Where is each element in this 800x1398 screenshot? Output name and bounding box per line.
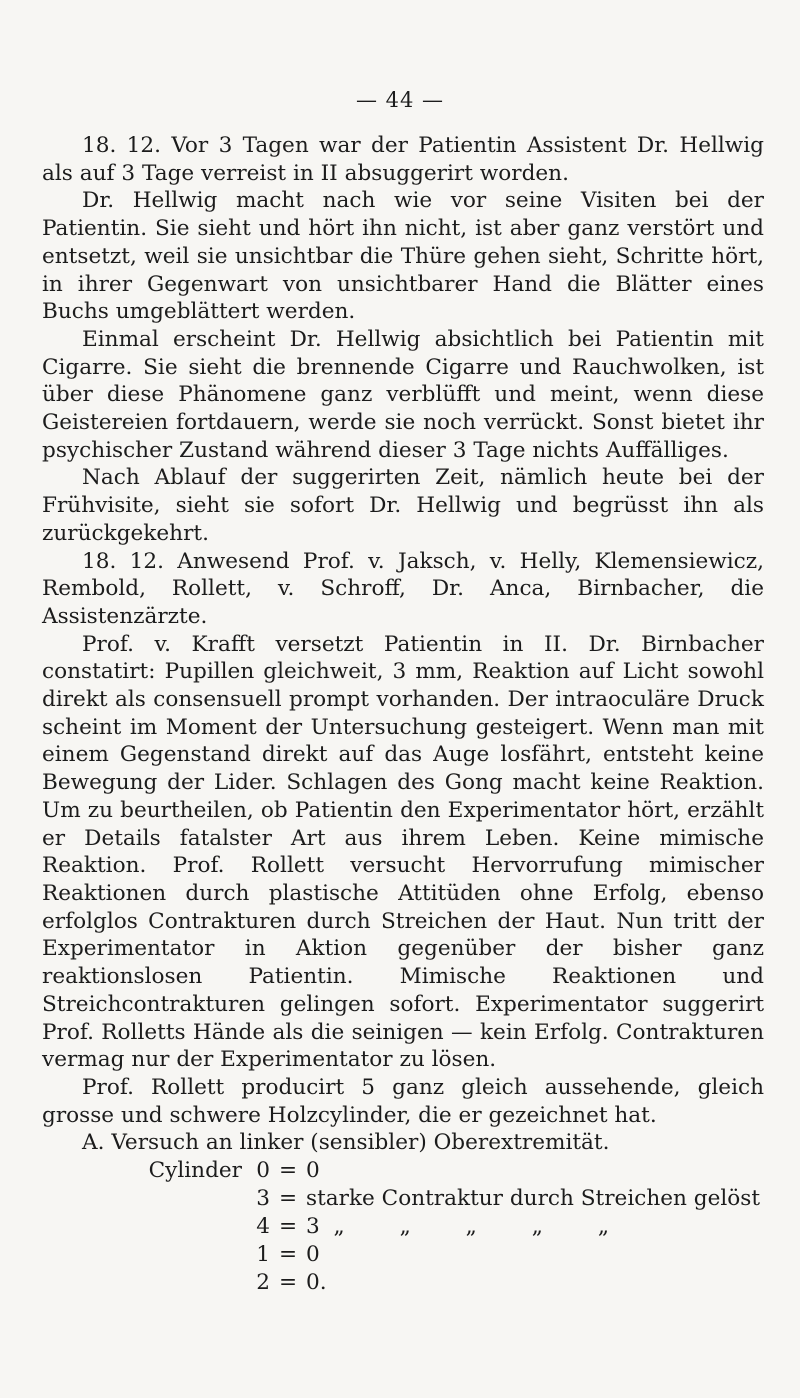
table-row <box>42 1157 764 1185</box>
cylinder-result: 0 <box>306 1158 320 1183</box>
cylinder-label: Cylinder <box>148 1158 242 1183</box>
cylinder-number: 2 <box>256 1270 270 1295</box>
body-text <box>42 132 764 1157</box>
paragraph-1: 18. 12. Vor 3 Tagen war der Patientin Assistent Dr. Hellwig als auf 3 Tage verreist in II absuggerirt worden. <box>42 133 764 186</box>
table-row <box>42 1269 764 1297</box>
equals-sign: = <box>278 1186 298 1211</box>
cylinder-table <box>42 1157 764 1297</box>
cylinder-number: 4 <box>256 1214 270 1239</box>
paragraph-5: 18. 12. Anwesend Prof. v. Jaksch, v. Helly, Klemensiewicz, Rembold, Rollett, v. Schroff, Dr. Anca, Birnbacher, die Assistenzärzte. <box>42 548 764 629</box>
cylinder-result: 0. <box>306 1270 327 1295</box>
page-number: — 44 — <box>355 88 445 112</box>
paragraph-8: A. Versuch an linker (sensibler) Oberextremität. <box>82 1130 610 1156</box>
equals-sign: = <box>278 1158 298 1183</box>
table-row <box>42 1213 764 1241</box>
equals-sign: = <box>278 1214 298 1239</box>
cylinder-number: 1 <box>256 1242 270 1267</box>
cylinder-result: starke Contraktur durch Streichen gelöst <box>306 1186 761 1211</box>
cylinder-result: 3 „ „ „ „ „ <box>306 1214 610 1239</box>
equals-sign: = <box>278 1270 298 1295</box>
equals-sign: = <box>278 1242 298 1267</box>
paragraph-7: Prof. Rollett producirt 5 ganz gleich aussehende, gleich grosse und schwere Holzcylinder, die er gezeichnet hat. <box>42 1074 764 1128</box>
cylinder-number: 0 <box>256 1158 270 1183</box>
paragraph-2: Dr. Hellwig macht nach wie vor seine Visiten bei der Patientin. Sie sieht und hört ihn nicht, ist aber ganz verstört und entsetzt, weil sie unsichtbar die Thüre gehen sieht, Schritte hört, in ihrer Gegenwart von unsichtbarer Hand die Blätter eines Buchs umgeblättert werden. <box>42 188 764 325</box>
table-row <box>42 1185 764 1213</box>
paragraph-6: Prof. v. Krafft versetzt Patientin in II. Dr. Birnbacher constatirt: Pupillen gleichweit, 3 mm, Reaktion auf Licht sowohl direkt als consensuell prompt vorhanden. Der intraoculäre Druck scheint im Moment der Untersuchung gesteigert. Wenn man mit einem Gegenstand direkt auf das Auge losfährt, entsteht keine Bewegung der Lider. Schlagen des Gong macht keine Reaktion. Um zu beurtheilen, ob Patientin den Experimentator hört, erzählt er Details fatalster Art aus ihrem Leben. Keine mimische Reaktion. Prof. Rollett versucht Hervorrufung mimischer Reaktionen durch plastische Attitüden ohne Erfolg, ebenso erfolglos Contrakturen durch Streichen der Haut. Nun tritt der Experimentator in Aktion gegenüber der bisher ganz reaktionslosen Patientin. Mimische Reaktionen und Streichcontrakturen gelingen sofort. Experimentator suggerirt Prof. Rolletts Hände als die seinigen — kein Erfolg. Contrakturen vermag nur der Experimentator zu lösen. <box>42 631 764 1073</box>
paragraph-4: Nach Ablauf der suggerirten Zeit, nämlich heute bei der Frühvisite, sieht sie sofort Dr. Hellwig und begrüsst ihn als zurückgekehrt. <box>42 465 764 546</box>
paragraph-3: Einmal erscheint Dr. Hellwig absichtlich bei Patientin mit Cigarre. Sie sieht die brennende Cigarre und Rauchwolken, ist über diese Phänomene ganz verblüfft und meint, wenn diese Geistereien fortdauern, werde sie noch verrückt. Sonst bietet ihr psychischer Zustand während dieser 3 Tage nichts Auffälliges. <box>42 326 764 463</box>
cylinder-number: 3 <box>256 1186 270 1211</box>
cylinder-result: 0 <box>306 1242 320 1267</box>
table-row <box>42 1241 764 1269</box>
